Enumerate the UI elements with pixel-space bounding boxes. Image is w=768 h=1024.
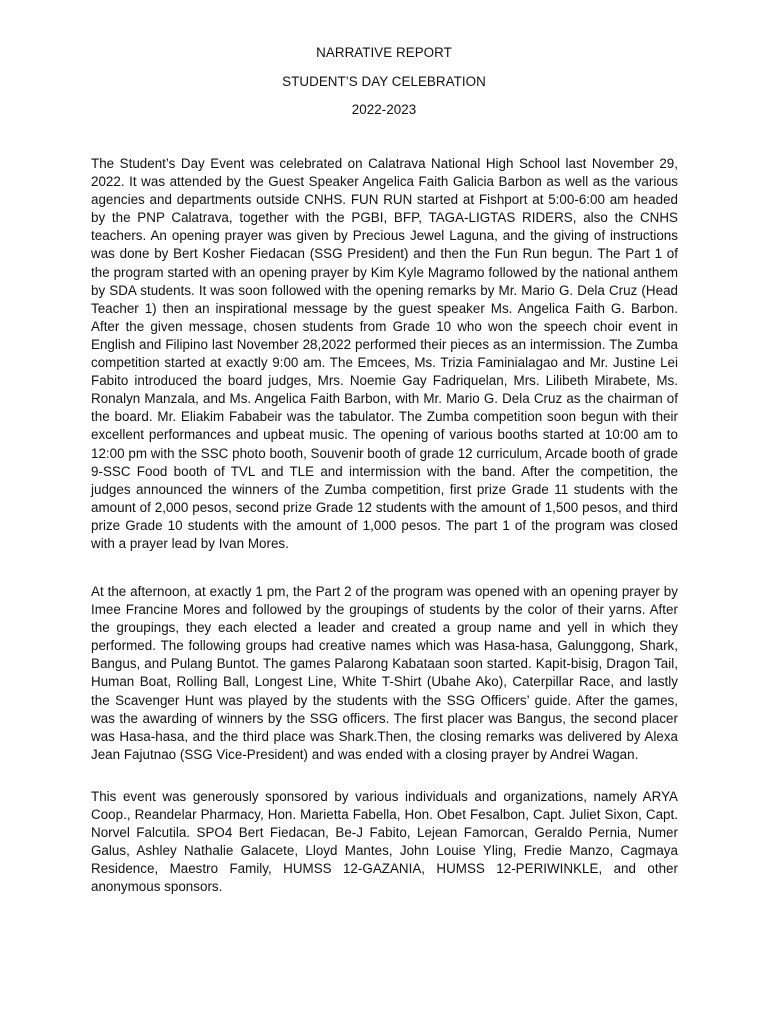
paragraph-afternoon-program: At the afternoon, at exactly 1 pm, the Part 2 of the program was opened with an opening prayer by Imee Francine Mores and followed by the groupings of students by the color of their yarns. After the groupings, they each elected a leader and created a group name and yell in which they performed. The following groups had creative names which was Hasa-hasa, Galunggong, Shark, Bangus, and Pulang Buntot. The games Palarong Kabataan soon started. Kapit-bisig, Dragon Tail, Human Boat, Rolling Ball, Longest Line, White T-Shirt (Ubahe Ako), Caterpillar Race, and lastly the Scavenger Hunt was played by the students with the SSG Officers’ guide. After the games, was the awarding of winners by the SSG officers. The first placer was Bangus, the second placer was Hasa-hasa, and the third place was Shark.Then, the closing remarks was delivered by Alexa Jean Fajutnao (SSG Vice-President) and was ended with a closing prayer by Andrei Wagan. [91,584,678,762]
event-title: STUDENT’S DAY CELEBRATION [282,74,486,89]
paragraph-morning-program: The Student’s Day Event was celebrated on Calatrava National High School last November 29, 2022. It was attended by the Guest Speaker Angelica Faith Galicia Barbon as well as the various agencies and departments outside CNHS. FUN RUN started at Fishport at 5:00-6:00 am headed by the PNP Calatrava, together with the PGBI, BFP, TAGA-LIGTAS RIDERS, also the CNHS teachers. An opening prayer was given by Precious Jewel Laguna, and the giving of instructions was done by Bert Kosher Fiedacan (SSG President) and then the Fun Run begun. The Part 1 of the program started with an opening prayer by Kim Kyle Magramo followed by the national anthem by SDA students. It was soon followed with the opening remarks by Mr. Mario G. Dela Cruz (Head Teacher 1) then an inspirational message by the guest speaker Ms. Angelica Faith G. Barbon. After the given message, chosen students from Grade 10 who won the speech choir event in English and Filipino last November 28,2022 performed their pieces as an intermission. The Zumba competition started at exactly 9:00 am. The Emcees, Ms. Trizia Faminialagao and Mr. Justine Lei Fabito introduced the board judges, Mrs. Noemie Gay Fadriquelan, Mrs. Lilibeth Mirabete, Ms. Ronalyn Manzala, and Ms. Angelica Faith Barbon, with Mr. Mario G. Dela Cruz as the chairman of the board. Mr. Eliakim Fababeir was the tabulator. The Zumba competition soon begun with their excellent performances and upbeat music. The opening of various booths started at 10:00 am to 12:00 pm with the SSC photo booth, Souvenir booth of grade 12 curriculum, Arcade booth of grade 9-SSC Food booth of TVL and TLE and intermission with the band. After the competition, the judges announced the winners of the Zumba competition, first prize Grade 11 students with the amount of 2,000 pesos, second prize Grade 12 students with the amount of 1,500 pesos, and third prize Grade 10 students with the amount of 1,000 pesos. The part 1 of the program was closed with a prayer lead by Ivan Mores. [91,156,678,551]
report-title: NARRATIVE REPORT [316,45,452,60]
school-year: 2022-2023 [351,102,417,117]
paragraph-sponsors: This event was generously sponsored by various individuals and organizations, namely ARYA Coop., Reandelar Pharmacy, Hon. Marietta Fabella, Hon. Obet Fesalbon, Capt. Juliet Sixon, Capt. Norvel Falcutila. SPO4 Bert Fiedacan, Be-J Fabito, Lejean Famorcan, Geraldo Pernia, Numer Galus, Ashley Nathalie Galacete, Lloyd Mantes, John Louise Yling, Fredie Manzo, Cagmaya Residence, Maestro Family, HUMSS 12-GAZANIA, HUMSS 12-PERIWINKLE, and other anonymous sponsors. [91,789,678,895]
